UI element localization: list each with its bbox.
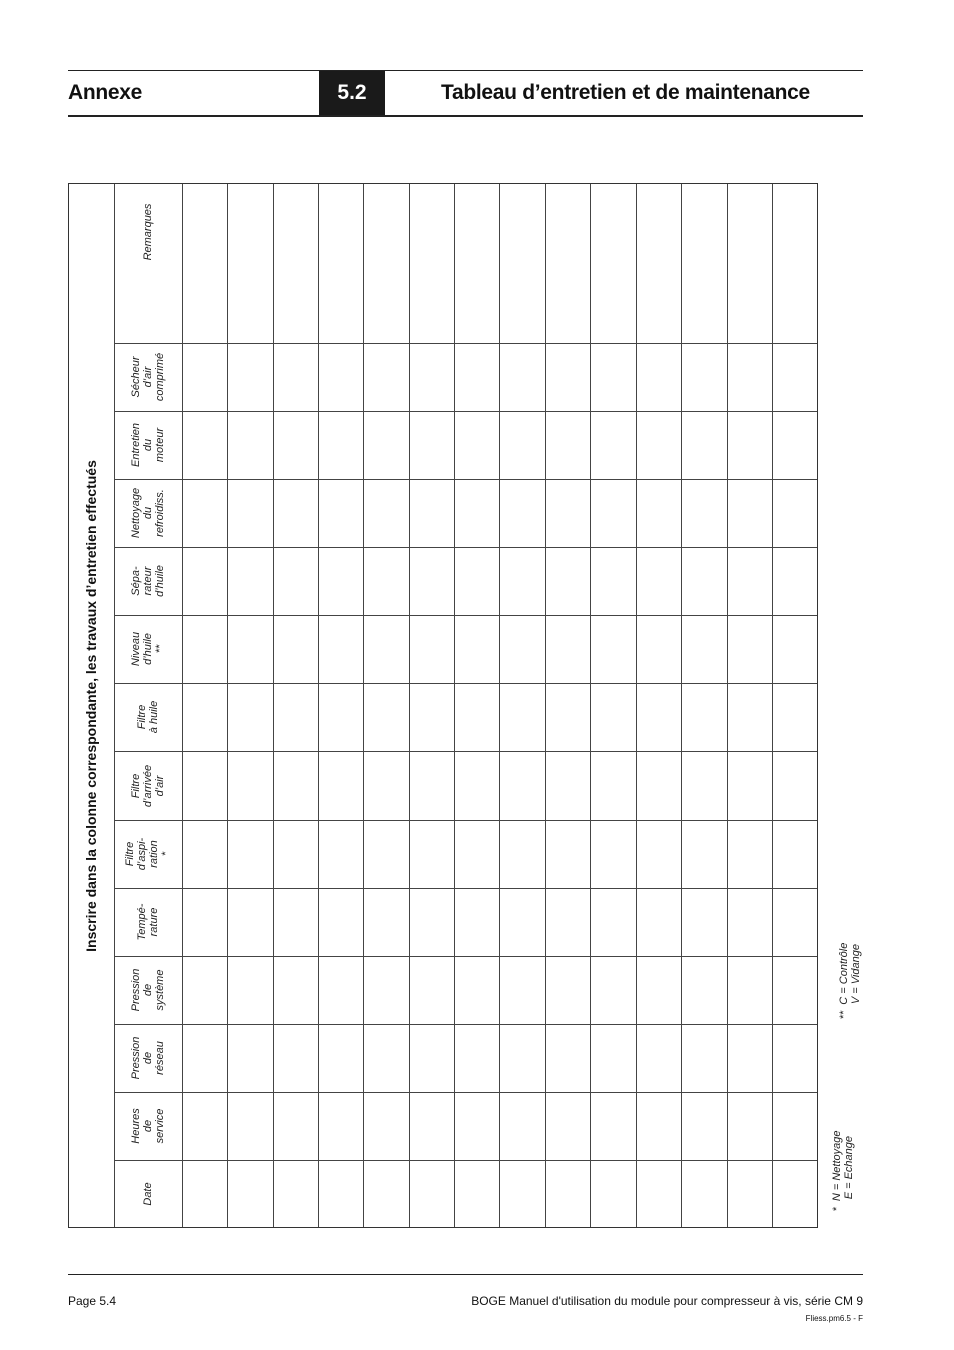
column-header-line: du [142, 438, 154, 452]
column-header-line: Sépa- [130, 566, 142, 596]
column-header-line: du [142, 506, 154, 520]
column-header-line: Filtre [124, 841, 136, 867]
column-header-line: de [142, 983, 154, 997]
column-header [136, 904, 160, 941]
column-header-line: à huile [148, 700, 160, 734]
column-header-line: Sécheur [130, 356, 142, 398]
grid-vline [590, 184, 591, 1227]
grid-vline [636, 184, 637, 1227]
column-header-line: Filtre [130, 773, 142, 798]
grid-vline [114, 184, 115, 1227]
grid-vline [409, 184, 410, 1227]
column-header [136, 701, 160, 733]
column-header [130, 488, 166, 538]
footer-rule [68, 1274, 863, 1275]
grid-hline [114, 547, 817, 548]
grid-hline [114, 1160, 817, 1161]
column-header [130, 632, 166, 666]
column-header-line: Niveau [130, 631, 142, 667]
column-header-line: Pression [130, 968, 142, 1012]
column-header-line: d’huile [154, 565, 166, 597]
grid-hline [114, 343, 817, 344]
column-header-line: d’arrivée [142, 764, 154, 807]
grid-vline [363, 184, 364, 1227]
grid-hline [114, 1024, 817, 1025]
grid-vline [727, 184, 728, 1227]
section-name: Annexe [68, 81, 143, 104]
header-bottom-rule [68, 115, 863, 117]
grid-hline [114, 820, 817, 821]
page-title: Tableau d’entretien et de maintenance [441, 81, 810, 104]
column-header-line: refroidiss. [154, 489, 166, 537]
column-header-line: ** [154, 644, 166, 654]
legend-single-star: * N = Nettoyage E = Echange [831, 1130, 855, 1212]
column-header-line: moteur [154, 427, 166, 463]
column-header-line: * [160, 851, 172, 857]
column-header-line: Heures [130, 1108, 142, 1144]
grid-hline [114, 411, 817, 412]
page-number: Page 5.4 [68, 1294, 117, 1308]
column-header-line: Tempé- [136, 903, 148, 941]
column-header [142, 204, 154, 261]
column-header [130, 764, 166, 806]
grid-hline [114, 479, 817, 480]
grid-hline [114, 615, 817, 616]
column-header-line: Date [142, 1181, 154, 1206]
grid-vline [227, 184, 228, 1227]
column-header [130, 353, 166, 401]
column-header-line: d’air [154, 775, 166, 796]
column-header [142, 1182, 154, 1205]
grid-vline [545, 184, 546, 1227]
maintenance-table [68, 183, 818, 1228]
column-header-line: rature [148, 907, 160, 937]
column-header [130, 1108, 166, 1143]
column-header-line: Entretien [130, 422, 142, 468]
column-header-line: service [154, 1108, 166, 1144]
column-header-line: d’aspi- [136, 837, 148, 871]
grid-vline [499, 184, 500, 1227]
column-header-line: Pression [130, 1036, 142, 1080]
grid-hline [114, 1092, 817, 1093]
column-header-line: réseau [154, 1041, 166, 1075]
grid-vline [273, 184, 274, 1227]
legend-double-star: ** C = Contrôle V = Vidange [838, 942, 862, 1020]
column-header-line: d’air [142, 366, 154, 388]
column-header-line: d’huile [142, 633, 154, 665]
section-number-badge: 5.2 [319, 71, 385, 115]
column-header-line: système [154, 969, 166, 1011]
grid-hline [114, 956, 817, 957]
column-header [130, 1037, 166, 1080]
grid-vline [182, 184, 183, 1227]
grid-vline [318, 184, 319, 1227]
column-header [130, 423, 166, 467]
column-header-line: Nettoyage [130, 487, 142, 539]
column-header-line: rateur [142, 566, 154, 596]
column-header-line: comprimé [154, 352, 166, 402]
column-header [124, 838, 172, 870]
file-reference: Fliess.pm6.5 - F [805, 1314, 863, 1323]
column-header [130, 565, 166, 597]
document-title: BOGE Manuel d'utilisation du module pour compresseur à vis, série CM 9 [471, 1294, 863, 1308]
column-header-line: Remarques [142, 203, 154, 261]
column-header-line: Filtre [136, 704, 148, 730]
grid-vline [454, 184, 455, 1227]
column-header-line: de [142, 1119, 154, 1133]
grid-vline [681, 184, 682, 1227]
table-instruction: Inscrire dans la colonne correspondante, les travaux d’entretien effectués [83, 460, 99, 952]
column-header-line: ration [148, 840, 160, 868]
grid-hline [114, 888, 817, 889]
grid-hline [114, 683, 817, 684]
column-header-line: de [142, 1051, 154, 1065]
grid-hline [114, 751, 817, 752]
column-header [130, 969, 166, 1012]
grid-vline [772, 184, 773, 1227]
